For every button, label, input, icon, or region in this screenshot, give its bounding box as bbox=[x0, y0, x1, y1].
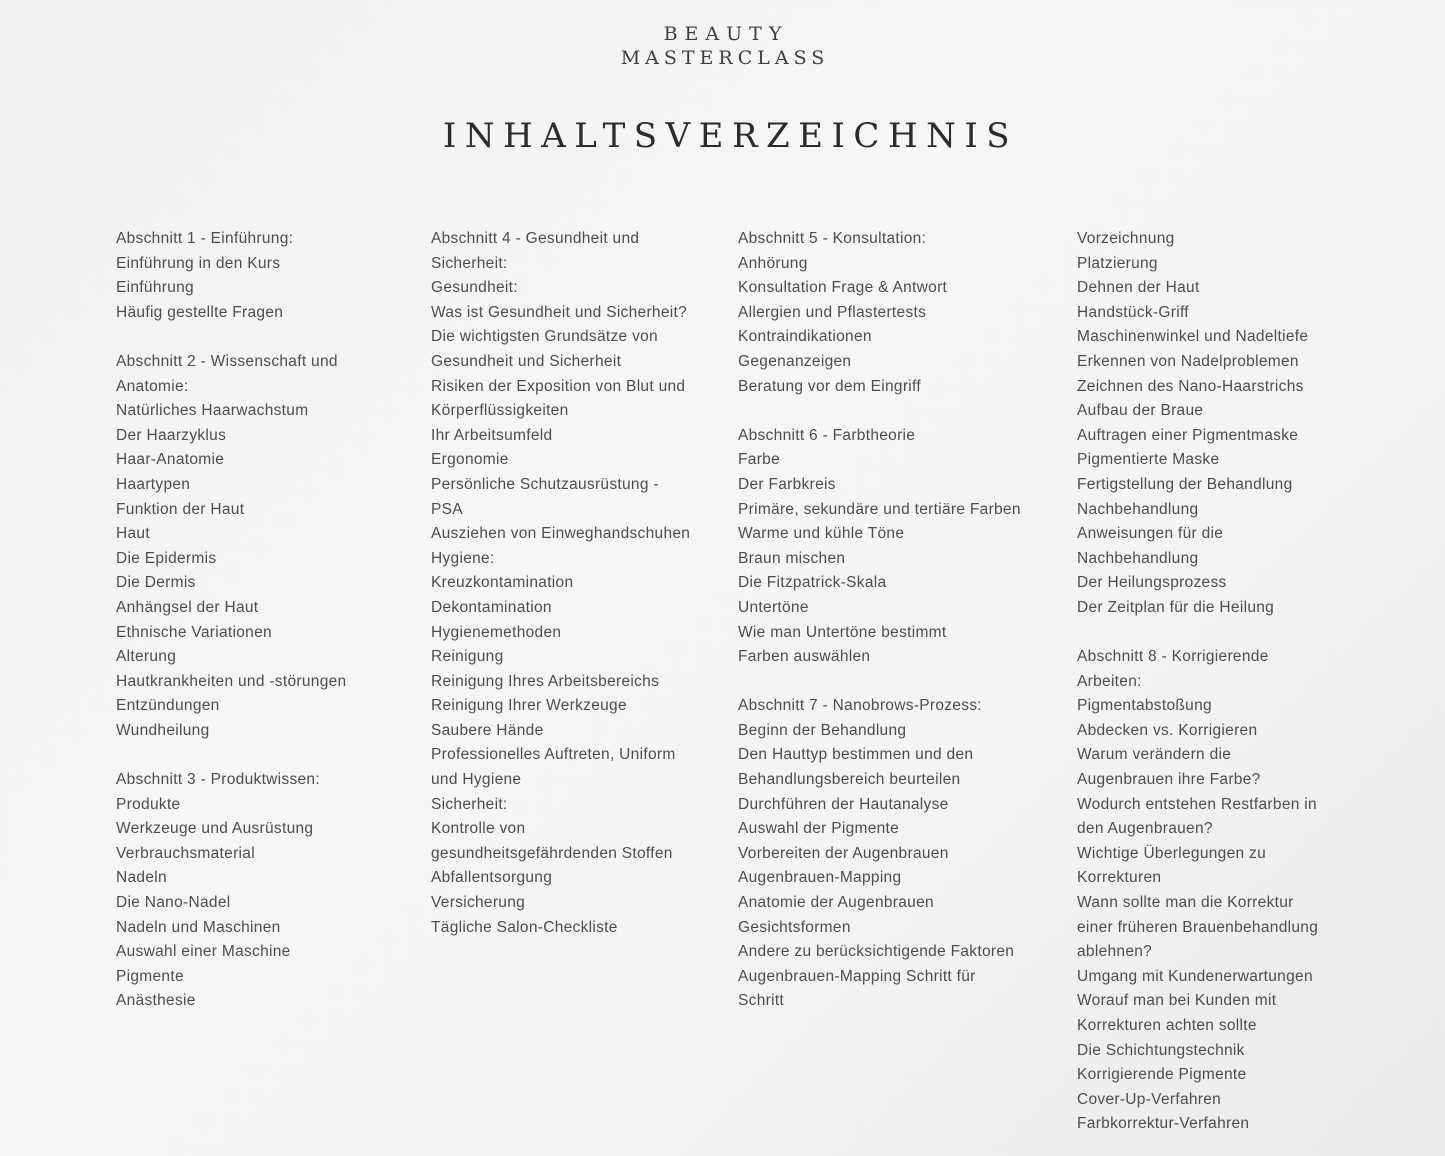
toc-section-heading: Abschnitt 1 - Einführung: bbox=[116, 230, 294, 247]
toc-entry: Korrekturen achten sollte bbox=[1077, 1017, 1257, 1034]
toc-entry: einer früheren Brauenbehandlung bbox=[1077, 918, 1319, 936]
toc-entry: Korrekturen bbox=[1077, 869, 1162, 887]
toc-entry: Warum verändern die bbox=[1077, 746, 1232, 764]
toc-entry: Sicherheit: bbox=[431, 254, 508, 272]
toc-entry: Die Epidermis bbox=[116, 549, 217, 567]
toc-entry: Ausziehen von Einweghandschuhen bbox=[431, 525, 691, 543]
toc-entry: Reinigung Ihrer Werkzeuge bbox=[431, 697, 627, 715]
toc-entry: Kontrolle von bbox=[431, 820, 526, 838]
toc-entry: Häufig gestellte Fragen bbox=[116, 303, 284, 321]
toc-entry: Nachbehandlung bbox=[1077, 500, 1199, 518]
toc-entry: Abfallentsorgung bbox=[431, 869, 553, 887]
toc-entry: Pigmentierte Maske bbox=[1077, 451, 1220, 469]
toc-entry: und Hygiene bbox=[431, 771, 522, 789]
brand-line-1: BEAUTY bbox=[663, 23, 789, 45]
toc-entry: Anatomie: bbox=[116, 377, 189, 395]
toc-entry: Schritt bbox=[738, 992, 785, 1010]
brand-logo bbox=[0, 22, 1445, 70]
toc-entry: Natürliches Haarwachstum bbox=[116, 402, 309, 420]
toc-entry: ablehnen? bbox=[1077, 943, 1153, 961]
toc-entry: Anatomie der Augenbrauen bbox=[738, 894, 934, 912]
toc-entry: Wodurch entstehen Restfarben in bbox=[1077, 795, 1317, 813]
toc-entry: Einführung bbox=[116, 279, 194, 297]
toc-section-heading: Abschnitt 5 - Konsultation: bbox=[738, 230, 927, 247]
toc-section-heading: Abschnitt 2 - Wissenschaft und bbox=[116, 352, 338, 370]
toc-entry: Die Schichtungstechnik bbox=[1077, 1041, 1245, 1059]
toc-entry: Nachbehandlung bbox=[1077, 549, 1199, 567]
toc-entry: Der Heilungsprozess bbox=[1077, 574, 1227, 592]
toc-entry: Anhörung bbox=[738, 254, 808, 272]
toc-entry: Vorbereiten der Augenbrauen bbox=[738, 844, 949, 862]
toc-entry: Braun mischen bbox=[738, 549, 846, 567]
section-spacer bbox=[738, 399, 1021, 424]
section-spacer bbox=[1077, 621, 1318, 646]
toc-entry: Der Farbkreis bbox=[738, 475, 836, 493]
toc-entry: Konsultation Frage & Antwort bbox=[738, 279, 948, 297]
toc-entry: Beratung vor dem Eingriff bbox=[738, 377, 921, 395]
toc-section-heading: Abschnitt 3 - Produktwissen: bbox=[116, 771, 320, 789]
toc-entry: Umgang mit Kundenerwartungen bbox=[1077, 967, 1313, 985]
toc-entry: Dekontamination bbox=[431, 598, 552, 616]
toc-entry: Produkte bbox=[116, 795, 181, 813]
toc-entry: Was ist Gesundheit und Sicherheit? bbox=[431, 303, 688, 321]
toc-entry: Hygiene: bbox=[431, 549, 495, 567]
toc-entry: Ihr Arbeitsumfeld bbox=[431, 426, 553, 444]
toc-entry: Auswahl der Pigmente bbox=[738, 820, 900, 838]
toc-entry: Einführung in den Kurs bbox=[116, 254, 281, 272]
toc-entry: PSA bbox=[431, 500, 463, 518]
toc-entry: Farbe bbox=[738, 451, 780, 469]
toc-entry: Haartypen bbox=[116, 475, 191, 493]
toc-entry: Augenbrauen-Mapping bbox=[738, 869, 902, 887]
toc-entry: Haar-Anatomie bbox=[116, 451, 225, 469]
toc-entry: Tägliche Salon-Checkliste bbox=[431, 918, 618, 936]
toc-entry: Nadeln und Maschinen bbox=[116, 918, 281, 936]
toc-entry: Erkennen von Nadelproblemen bbox=[1077, 352, 1299, 370]
toc-entry: Korrigierende Pigmente bbox=[1077, 1066, 1247, 1084]
toc-entry: Wundheilung bbox=[116, 721, 210, 739]
toc-entry: Kontraindikationen bbox=[738, 328, 872, 346]
toc-entry: Körperflüssigkeiten bbox=[431, 402, 569, 420]
toc-section-heading: Abschnitt 6 - Farbtheorie bbox=[738, 426, 916, 444]
toc-entry: Die Fitzpatrick-Skala bbox=[738, 574, 887, 592]
toc-entry: Cover-Up-Verfahren bbox=[1077, 1090, 1222, 1108]
toc-entry: Wie man Untertöne bestimmt bbox=[738, 623, 947, 641]
toc-entry: Reinigung Ihres Arbeitsbereichs bbox=[431, 672, 660, 690]
toc-section-heading: Abschnitt 8 - Korrigierende bbox=[1077, 648, 1269, 666]
toc-section-heading: Abschnitt 7 - Nanobrows-Prozess: bbox=[738, 697, 982, 715]
toc-entry: Ergonomie bbox=[431, 451, 509, 469]
toc-entry: Vorzeichnung bbox=[1077, 230, 1175, 247]
toc-entry: Farben auswählen bbox=[738, 648, 871, 666]
toc-entry: Primäre, sekundäre und tertiäre Farben bbox=[738, 500, 1021, 518]
toc-entry: den Augenbrauen? bbox=[1077, 820, 1213, 838]
toc-column-1 bbox=[116, 227, 346, 1014]
toc-entry: Die Dermis bbox=[116, 574, 196, 592]
toc-entry: Ethnische Variationen bbox=[116, 623, 272, 641]
toc-entry: Anweisungen für die bbox=[1077, 525, 1224, 543]
toc-entry: Anästhesie bbox=[116, 992, 196, 1010]
toc-entry: Anhängsel der Haut bbox=[116, 598, 259, 616]
toc-entry: Pigmentabstoßung bbox=[1077, 697, 1212, 715]
toc-entry: Gesundheit und Sicherheit bbox=[431, 352, 622, 370]
toc-entry: Funktion der Haut bbox=[116, 500, 245, 518]
toc-entry: Worauf man bei Kunden mit bbox=[1077, 992, 1277, 1010]
toc-entry: Gesichtsformen bbox=[738, 918, 851, 936]
toc-entry: Die wichtigsten Grundsätze von bbox=[431, 328, 658, 346]
toc-entry: Allergien und Pflastertests bbox=[738, 303, 927, 321]
toc-entry: Wann sollte man die Korrektur bbox=[1077, 894, 1294, 912]
toc-entry: Andere zu berücksichtigende Faktoren bbox=[738, 943, 1015, 961]
section-spacer bbox=[116, 325, 346, 350]
toc-entry: Der Zeitplan für die Heilung bbox=[1077, 598, 1275, 616]
toc-section-heading: Abschnitt 4 - Gesundheit und bbox=[431, 230, 640, 247]
toc-entry: Untertöne bbox=[738, 598, 809, 616]
toc-entry: Persönliche Schutzausrüstung - bbox=[431, 475, 659, 493]
toc-entry: Auftragen einer Pigmentmaske bbox=[1077, 426, 1299, 444]
toc-entry: Arbeiten: bbox=[1077, 672, 1142, 690]
toc-entry: Professionelles Auftreten, Uniform bbox=[431, 746, 676, 764]
section-spacer bbox=[738, 670, 1021, 695]
toc-entry: Reinigung bbox=[431, 648, 504, 666]
toc-entry: Abdecken vs. Korrigieren bbox=[1077, 721, 1258, 739]
toc-entry: Die Nano-Nadel bbox=[116, 894, 231, 912]
toc-entry: Handstück-Griff bbox=[1077, 303, 1189, 321]
toc-entry: Alterung bbox=[116, 648, 177, 666]
toc-entry: Zeichnen des Nano-Haarstrichs bbox=[1077, 377, 1304, 395]
toc-entry: Wichtige Überlegungen zu bbox=[1077, 844, 1266, 862]
toc-entry: Durchführen der Hautanalyse bbox=[738, 795, 949, 813]
toc-entry: Sicherheit: bbox=[431, 795, 508, 813]
toc-entry: Fertigstellung der Behandlung bbox=[1077, 475, 1293, 493]
toc-entry: Hautkrankheiten und -störungen bbox=[116, 672, 347, 690]
toc-entry: Augenbrauen-Mapping Schritt für bbox=[738, 967, 976, 985]
toc-entry: Gegenanzeigen bbox=[738, 352, 852, 370]
toc-entry: Nadeln bbox=[116, 869, 167, 887]
toc-entry: Den Hauttyp bestimmen und den bbox=[738, 746, 974, 764]
toc-entry: Behandlungsbereich beurteilen bbox=[738, 771, 961, 789]
toc-entry: Versicherung bbox=[431, 894, 526, 912]
toc-entry: Entzündungen bbox=[116, 697, 220, 715]
toc-entry: Risiken der Exposition von Blut und bbox=[431, 377, 686, 395]
toc-entry: Warme und kühle Töne bbox=[738, 525, 905, 543]
toc-entry: Platzierung bbox=[1077, 254, 1158, 272]
toc-column-2 bbox=[431, 227, 690, 940]
toc-column-3 bbox=[738, 227, 1021, 1014]
toc-entry: Saubere Hände bbox=[431, 721, 544, 739]
toc-column-4 bbox=[1077, 227, 1318, 1137]
toc-entry: Verbrauchsmaterial bbox=[116, 844, 255, 862]
toc-entry: Kreuzkontamination bbox=[431, 574, 574, 592]
toc-entry: Beginn der Behandlung bbox=[738, 721, 907, 739]
page-title: INHALTSVERZEICHNIS bbox=[442, 116, 1019, 156]
toc-entry: Aufbau der Braue bbox=[1077, 402, 1204, 420]
toc-entry: Pigmente bbox=[116, 967, 184, 985]
toc-entry: Maschinenwinkel und Nadeltiefe bbox=[1077, 328, 1309, 346]
toc-entry: Haut bbox=[116, 525, 150, 543]
toc-entry: Der Haarzyklus bbox=[116, 426, 227, 444]
toc-entry: Augenbrauen ihre Farbe? bbox=[1077, 771, 1261, 789]
toc-entry: Auswahl einer Maschine bbox=[116, 943, 291, 961]
toc-entry: gesundheitsgefährdenden Stoffen bbox=[431, 844, 673, 862]
toc-entry: Hygienemethoden bbox=[431, 623, 562, 641]
toc-entry: Gesundheit: bbox=[431, 279, 518, 297]
toc-entry: Dehnen der Haut bbox=[1077, 279, 1200, 297]
toc-entry: Werkzeuge und Ausrüstung bbox=[116, 820, 314, 838]
toc-entry: Farbkorrektur-Verfahren bbox=[1077, 1115, 1250, 1133]
section-spacer bbox=[116, 743, 346, 768]
brand-line-2: MASTERCLASS bbox=[620, 47, 830, 69]
